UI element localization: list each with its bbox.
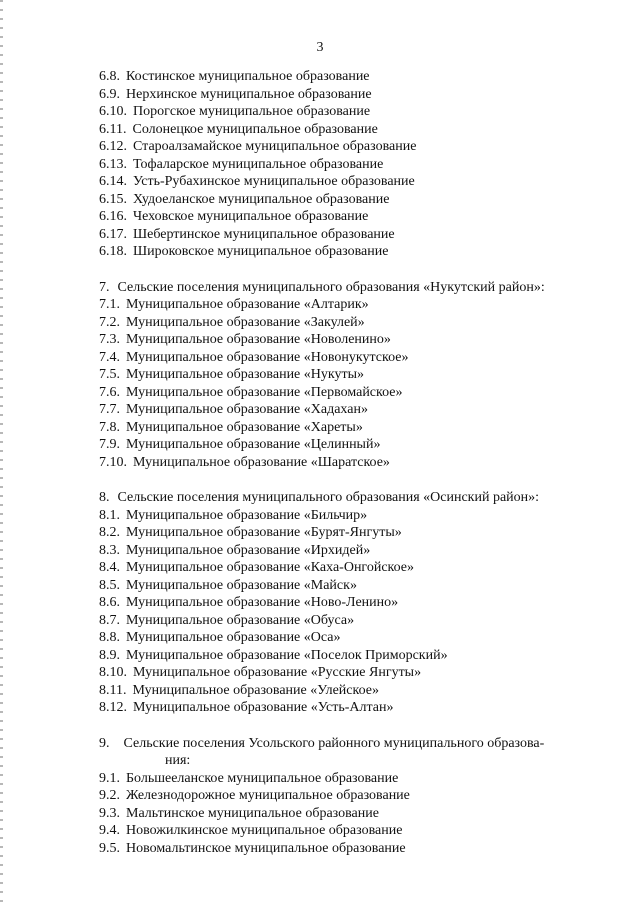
item-text: Муниципальное образование «Ирхидей» xyxy=(126,542,371,558)
item-number: 9.5. xyxy=(99,840,120,856)
item-text: Муниципальное образование «Шаратское» xyxy=(133,454,390,470)
item-text: Новожилкинское муниципальное образование xyxy=(126,823,403,838)
item-number: 7.2. xyxy=(99,314,120,330)
item-text: Нерхинское муниципальное образование xyxy=(126,86,372,102)
list-item xyxy=(99,559,599,577)
item-number: 7.7. xyxy=(99,402,120,417)
list-item xyxy=(99,787,599,805)
item-text: Муниципальное образование «Закулей» xyxy=(126,314,365,330)
item-number: 6.14. xyxy=(99,174,127,189)
item-number: 8.1. xyxy=(99,507,120,523)
list-item xyxy=(99,629,599,647)
item-text: Муниципальное образование «Улейское» xyxy=(132,682,379,698)
item-text: Муниципальное образование «Бурят-Янгуты» xyxy=(126,525,402,540)
item-number: 8.5. xyxy=(99,577,120,593)
item-text: Усть-Рубахинское муниципальное образование xyxy=(133,174,415,189)
section-6 xyxy=(99,68,599,261)
section-7 xyxy=(99,279,599,472)
page-number: 3 xyxy=(316,40,324,55)
item-text: Новомальтинское муниципальное образование xyxy=(126,840,406,856)
list-item xyxy=(99,594,599,612)
item-number: 8.11. xyxy=(99,682,127,698)
list-item xyxy=(99,805,599,823)
heading-text: Сельские поселения муниципального образования «Осинский район»: xyxy=(117,490,540,505)
heading-number: 9. xyxy=(99,735,110,751)
item-number: 8.7. xyxy=(99,612,120,628)
item-number: 8.10. xyxy=(99,665,127,680)
heading-continuation: ния: xyxy=(165,753,191,768)
section-9 xyxy=(99,735,599,858)
section-spacer xyxy=(99,717,599,735)
item-text: Муниципальное образование «Новонукутское» xyxy=(126,349,409,365)
list-item xyxy=(99,770,599,788)
item-text: Порогское муниципальное образование xyxy=(133,104,371,119)
list-item xyxy=(99,331,599,349)
list-item xyxy=(99,314,599,332)
list-item xyxy=(99,138,599,156)
item-text: Большееланское муниципальное образование xyxy=(126,770,399,786)
list-item xyxy=(99,243,599,261)
item-number: 6.8. xyxy=(99,69,120,84)
list-item xyxy=(99,86,599,104)
item-number: 7.6. xyxy=(99,384,120,400)
list-item xyxy=(99,384,599,402)
heading-text: Сельские поселения муниципального образования «Нукутский район»: xyxy=(117,279,545,295)
item-text: Мальтинское муниципальное образование xyxy=(126,805,379,821)
section-heading xyxy=(99,735,599,753)
item-text: Широковское муниципальное образование xyxy=(133,244,389,259)
list-item xyxy=(99,208,599,226)
item-number: 9.4. xyxy=(99,823,120,838)
list-item xyxy=(99,647,599,665)
list-item xyxy=(99,173,599,191)
list-item xyxy=(99,156,599,174)
item-number: 7.1. xyxy=(99,297,120,312)
list-item xyxy=(99,436,599,454)
item-number: 7.9. xyxy=(99,437,120,452)
item-number: 6.10. xyxy=(99,104,127,119)
list-item xyxy=(99,542,599,560)
item-number: 7.10. xyxy=(99,454,127,470)
list-item xyxy=(99,699,599,717)
list-item xyxy=(99,664,599,682)
list-item xyxy=(99,103,599,121)
item-number: 6.16. xyxy=(99,209,127,224)
item-number: 6.11. xyxy=(99,121,127,137)
list-item xyxy=(99,577,599,595)
list-item xyxy=(99,401,599,419)
list-item xyxy=(99,419,599,437)
list-item xyxy=(99,191,599,209)
list-item xyxy=(99,840,599,858)
item-number: 6.18. xyxy=(99,244,127,259)
item-text: Муниципальное образование «Русские Янгуты» xyxy=(133,665,422,680)
item-text: Муниципальное образование «Майск» xyxy=(126,577,357,593)
section-heading xyxy=(99,489,599,507)
item-text: Муниципальное образование «Хадахан» xyxy=(126,402,368,417)
item-number: 7.4. xyxy=(99,349,120,365)
scan-edge-marks xyxy=(0,0,3,905)
heading-number: 8. xyxy=(99,490,110,505)
item-number: 9.2. xyxy=(99,788,120,803)
item-number: 8.12. xyxy=(99,700,127,715)
item-number: 6.9. xyxy=(99,86,120,102)
item-number: 7.5. xyxy=(99,367,120,382)
section-heading xyxy=(99,279,599,297)
section-8 xyxy=(99,489,599,717)
list-item xyxy=(99,349,599,367)
item-number: 9.3. xyxy=(99,805,120,821)
item-text: Муниципальное образование «Нукуты» xyxy=(126,367,365,382)
section-spacer xyxy=(99,471,599,489)
item-number: 6.17. xyxy=(99,226,127,242)
list-item xyxy=(99,507,599,525)
list-item xyxy=(99,366,599,384)
heading-text: Сельские поселения Усольского районного муниципального образова- xyxy=(123,735,545,751)
list-item xyxy=(99,121,599,139)
item-text: Муниципальное образование «Хареты» xyxy=(126,419,363,435)
item-number: 8.9. xyxy=(99,647,120,663)
document-body xyxy=(99,68,599,857)
item-text: Железнодорожное муниципальное образование xyxy=(126,788,410,803)
heading-number: 7. xyxy=(99,279,110,295)
section-spacer xyxy=(99,261,599,279)
item-text: Костинское муниципальное образование xyxy=(126,69,370,84)
item-number: 7.3. xyxy=(99,332,120,347)
item-number: 8.6. xyxy=(99,595,120,610)
list-item xyxy=(99,822,599,840)
item-text: Чеховское муниципальное образование xyxy=(133,209,369,224)
item-text: Староалзамайское муниципальное образование xyxy=(133,139,417,154)
item-text: Шебертинское муниципальное образование xyxy=(133,226,395,242)
item-text: Муниципальное образование «Усть-Алтан» xyxy=(133,700,394,715)
item-text: Муниципальное образование «Новоленино» xyxy=(126,332,391,347)
item-text: Муниципальное образование «Бильчир» xyxy=(126,507,368,523)
item-text: Муниципальное образование «Оса» xyxy=(126,630,341,645)
list-item xyxy=(99,226,599,244)
item-number: 8.2. xyxy=(99,525,120,540)
item-text: Худоеланское муниципальное образование xyxy=(133,191,390,207)
list-item xyxy=(99,454,599,472)
item-number: 7.8. xyxy=(99,419,120,435)
item-text: Муниципальное образование «Обуса» xyxy=(126,612,355,628)
list-item xyxy=(99,612,599,630)
item-number: 6.13. xyxy=(99,156,127,172)
item-text: Муниципальное образование «Целинный» xyxy=(126,437,381,452)
item-text: Солонецкое муниципальное образование xyxy=(132,121,378,137)
item-number: 6.12. xyxy=(99,139,127,154)
item-number: 6.15. xyxy=(99,191,127,207)
list-item xyxy=(99,296,599,314)
list-item xyxy=(99,68,599,86)
item-number: 9.1. xyxy=(99,770,120,786)
item-number: 8.4. xyxy=(99,560,120,575)
list-item xyxy=(99,524,599,542)
item-text: Муниципальное образование «Каха-Онгойское» xyxy=(126,560,415,575)
item-text: Тофаларское муниципальное образование xyxy=(133,156,384,172)
list-item xyxy=(99,682,599,700)
item-text: Муниципальное образование «Поселок Приморский» xyxy=(126,647,448,663)
item-text: Муниципальное образование «Ново-Ленино» xyxy=(126,595,399,610)
item-number: 8.8. xyxy=(99,630,120,645)
item-number: 8.3. xyxy=(99,542,120,558)
item-text: Муниципальное образование «Первомайское» xyxy=(126,384,403,400)
item-text: Муниципальное образование «Алтарик» xyxy=(126,297,369,312)
